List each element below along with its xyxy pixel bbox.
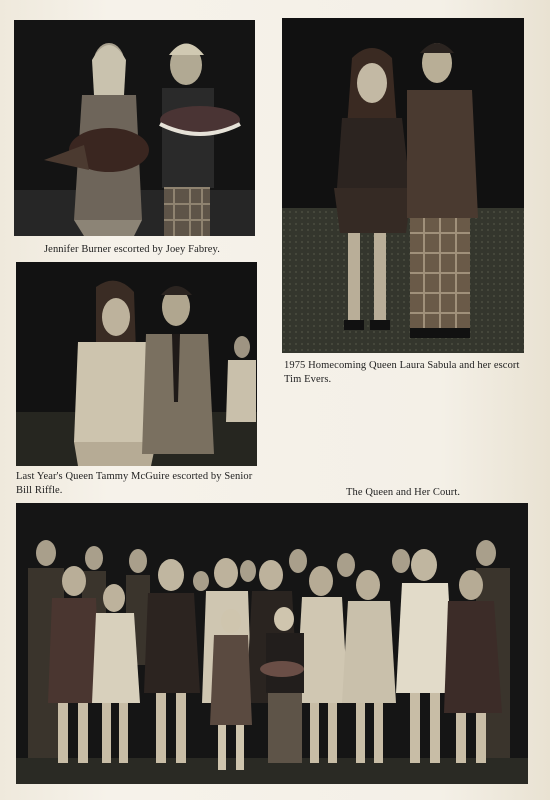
photo-children-escort bbox=[14, 20, 255, 236]
caption-queen-court-title: The Queen and Her Court. bbox=[346, 487, 461, 498]
caption-last-years-queen: Last Year's Queen Tammy McGuire escorted by Senior Bill Riffle. bbox=[16, 471, 253, 496]
photo-homecoming-queen bbox=[282, 18, 524, 353]
caption-homecoming-queen: 1975 Homecoming Queen Laura Sabula and her escort Tim Evers. bbox=[284, 360, 520, 385]
photo-last-years-queen bbox=[16, 262, 257, 466]
photo-queen-and-court bbox=[16, 503, 528, 784]
caption-photo-children: Jennifer Burner escorted by Joey Fabrey. bbox=[44, 244, 220, 255]
